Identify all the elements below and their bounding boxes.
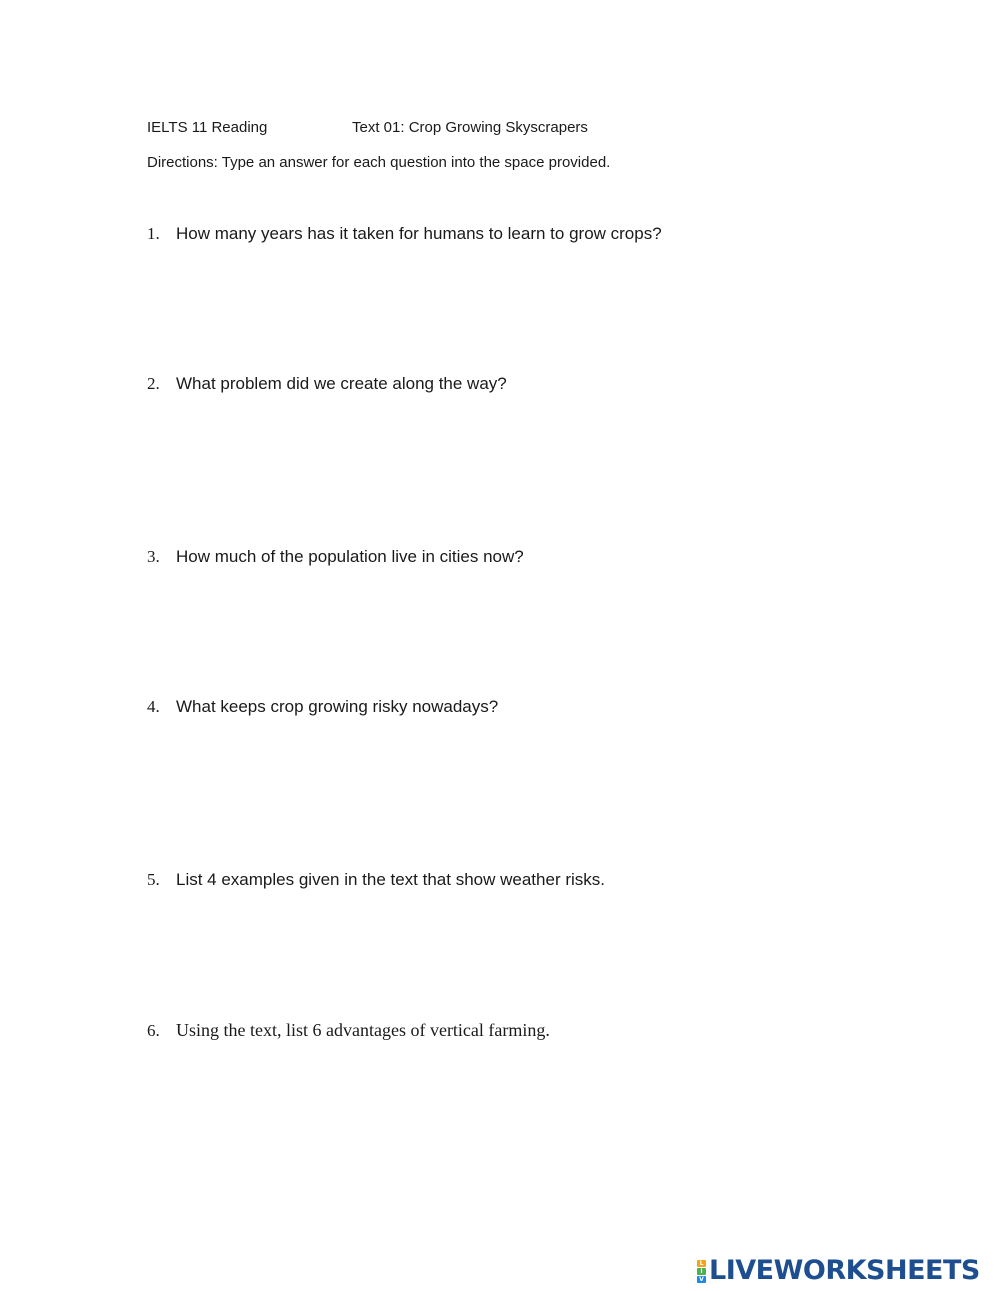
- logo-text: LIVEWORKSHEETS: [709, 1255, 980, 1286]
- question-text: What keeps crop growing risky nowadays?: [176, 697, 499, 716]
- question-text: What problem did we create along the way?: [176, 374, 507, 393]
- question-number: 5.: [147, 870, 160, 889]
- logo-icon: [697, 1260, 706, 1283]
- answer-field-6[interactable]: [176, 1051, 876, 1201]
- answer-field-1[interactable]: [176, 255, 876, 345]
- question-number: 2.: [147, 374, 160, 393]
- logo-block-l: L: [697, 1260, 706, 1267]
- question-text: How many years has it taken for humans to learn to grow crops?: [176, 224, 662, 243]
- logo-block-i: I: [697, 1268, 706, 1275]
- answer-field-3[interactable]: [176, 578, 876, 668]
- logo-block-v: V: [697, 1276, 706, 1283]
- question-4: [147, 696, 498, 718]
- question-3: [147, 546, 524, 568]
- question-text: List 4 examples given in the text that show weather risks.: [176, 870, 605, 889]
- question-2: [147, 373, 507, 395]
- answer-field-2[interactable]: [176, 405, 876, 495]
- question-number: 3.: [147, 547, 160, 566]
- text-title: Text 01: Crop Growing Skyscrapers: [352, 119, 588, 136]
- question-6: [147, 1019, 550, 1042]
- question-text: How much of the population live in cities now?: [176, 547, 524, 566]
- subject-label: IELTS 11 Reading: [147, 119, 268, 136]
- directions-text: Directions: Type an answer for each question into the space provided.: [147, 154, 611, 171]
- liveworksheets-logo: [697, 1256, 980, 1286]
- question-text: Using the text, list 6 advantages of vertical farming.: [176, 1020, 550, 1040]
- question-number: 4.: [147, 697, 160, 716]
- question-number: 6.: [147, 1021, 160, 1040]
- question-5: [147, 869, 605, 891]
- question-number: 1.: [147, 224, 160, 243]
- worksheet-header: [147, 118, 588, 138]
- question-1: [147, 223, 662, 245]
- answer-field-4[interactable]: [176, 728, 876, 818]
- answer-field-5[interactable]: [176, 901, 876, 991]
